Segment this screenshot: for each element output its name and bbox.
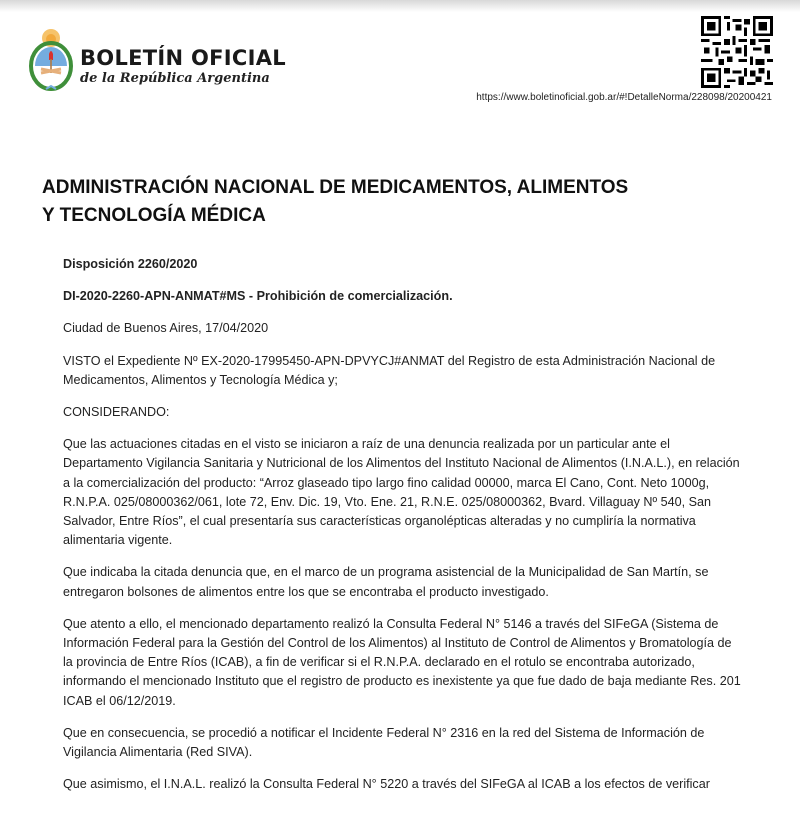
top-shadow: [0, 0, 800, 12]
disposition-number: Disposición 2260/2020: [63, 257, 198, 271]
considerando-heading: CONSIDERANDO:: [63, 405, 170, 420]
place-date: Ciudad de Buenos Aires, 17/04/2020: [63, 321, 269, 336]
document-url[interactable]: https://www.boletinoficial.gob.ar/#!DetalleNorma/228098/20200421: [476, 92, 772, 103]
paragraph: Que en consecuencia, se procedió a notificar el Incidente Federal N° 2316 en la red del Sistema de Información de Vigilancia Alimentaria (Red SIVA).: [63, 725, 705, 760]
disposition-reference: DI-2020-2260-APN-ANMAT#MS - Prohibición de comercialización.: [63, 289, 453, 304]
brand: [80, 46, 286, 87]
paragraph: Que indicaba la citada denuncia que, en el marco de un programa asistencial de la Municipalidad de San Martín, se entregaron bolsones de alimentos entre los que se encontraba el producto investigado.: [63, 565, 709, 599]
agency-heading: [42, 174, 742, 230]
agency-heading-line-2: Y TECNOLOGÍA MÉDICA: [42, 205, 266, 226]
argentina-coat-of-arms-icon: [26, 26, 76, 94]
qr-code-icon: [701, 16, 773, 88]
document-body: [63, 255, 743, 807]
paragraph: Que las actuaciones citadas en el visto se iniciaron a raíz de una denuncia realizada por un particular ante el Departamento Vigilancia Sanitaria y Nutricional de los Alimentos del Instituto Nacional de Alimentos (I.N.A.L.), en relación a la comercialización del producto: “Arroz glaseado tipo largo fino calidad 00000, marca El Cano, Cont. Neto 1000g, R.N.P.A. 025/08000362/061, lote 72, Env. Dic. 19, Vto. Ene. 21, R.N.E. 025/08000362, Bvard. Villaguay Nº 540, San Salvador, Entre Ríos”, el cual presentaría sus características organolépticas alteradas y no cumpliría la normativa alimentaria vigente.: [63, 437, 740, 548]
brand-subtitle: de la República Argentina: [80, 71, 270, 86]
brand-title: BOLETÍN OFICIAL: [80, 46, 286, 70]
paragraph: Que atento a ello, el mencionado departamento realizó la Consulta Federal N° 5146 a través del SIFeGA (Sistema de Información Federal para la Gestión del Control de los Alimentos) al Instituto de Control de Alimentos y Bromatología de la provincia de Entre Ríos (ICAB), a fin de verificar si el R.N.P.A. declarado en el rotulo se encontraba autorizado, informando el mencionado Instituto que el registro de producto es inexistente ya que fue dado de baja mediante Res. 201 ICAB el 06/12/2019.: [63, 616, 741, 708]
agency-heading-line-1: ADMINISTRACIÓN NACIONAL DE MEDICAMENTOS, ALIMENTOS: [42, 177, 629, 198]
visto-paragraph: VISTO el Expediente Nº EX-2020-17995450-APN-DPVYCJ#ANMAT del Registro de esta Administración Nacional de Medicamentos, Alimentos y Tecnología Médica y;: [63, 353, 716, 387]
paragraph: Que asimismo, el I.N.A.L. realizó la Consulta Federal N° 5220 a través del SIFeGA al ICAB a los efectos de verificar: [63, 777, 710, 792]
